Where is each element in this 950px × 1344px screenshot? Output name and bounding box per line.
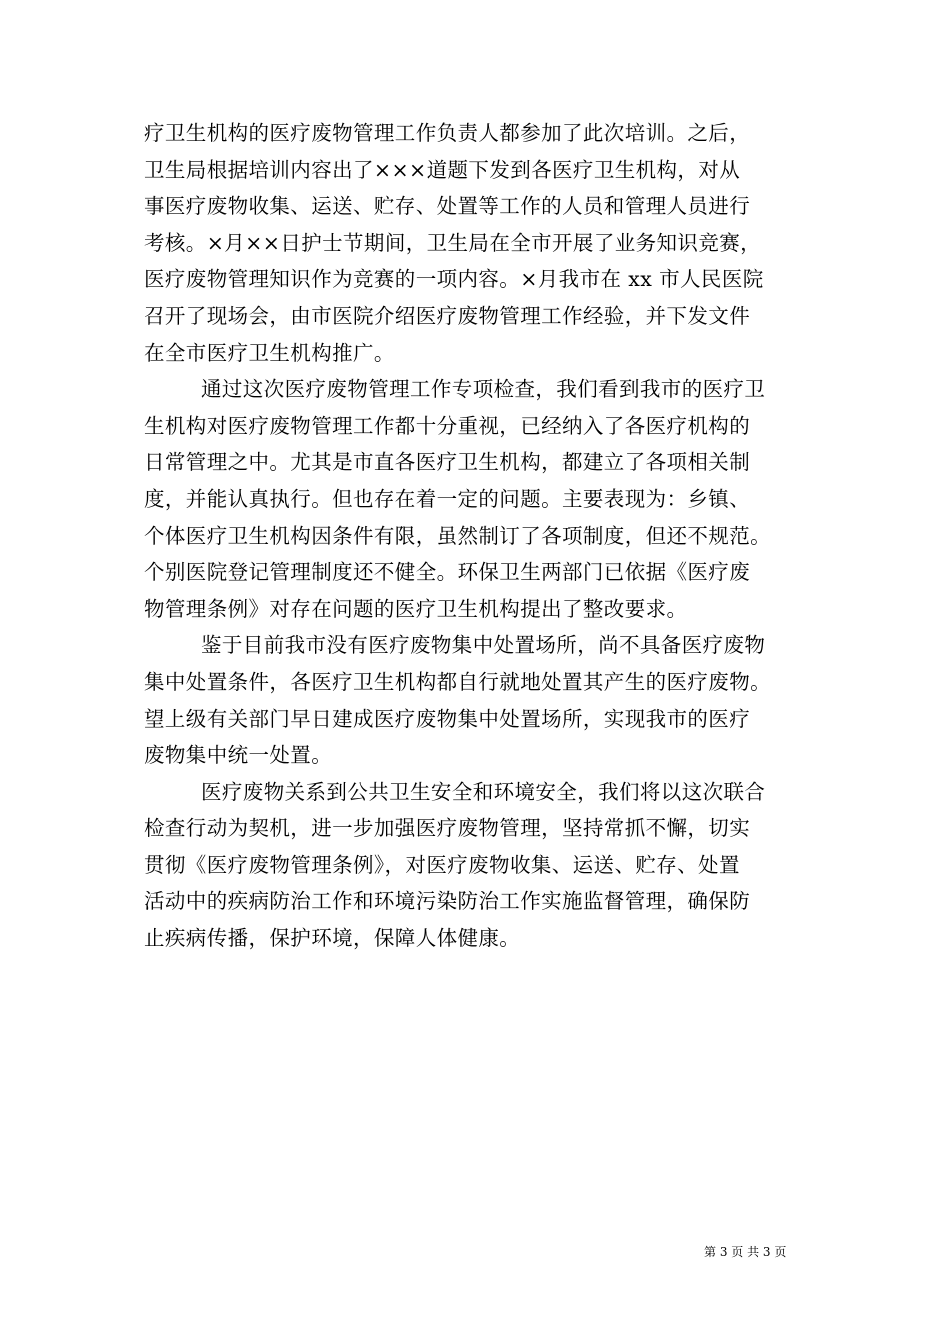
paragraph-first-line: 医疗废物关系到公共卫生安全和环境安全，我们将以这次联合 xyxy=(201,779,766,804)
page-number-footer: 第 3 页 共 3 页 xyxy=(704,1245,787,1259)
text-line: 活动中的疾病防治工作和环境污染防治工作实施监督管理，确保防 xyxy=(144,889,751,914)
text-line: 日常管理之中。尤其是市直各医疗卫生机构，都建立了各项相关制 xyxy=(144,450,751,475)
paragraph-first-line: 通过这次医疗废物管理工作专项检查，我们看到我市的医疗卫 xyxy=(201,377,766,402)
text-line: 医疗废物管理知识作为竞赛的一项内容。×月我市在 xx 市人民医院 xyxy=(144,267,764,292)
text-line: 度，并能认真执行。但也存在着一定的问题。主要表现为：乡镇、 xyxy=(144,486,751,511)
text-line: 在全市医疗卫生机构推广。 xyxy=(144,340,395,365)
text-line: 贯彻《医疗废物管理条例》，对医疗废物收集、运送、贮存、处置 xyxy=(144,852,740,877)
text-line: 检查行动为契机，进一步加强医疗废物管理，坚持常抓不懈，切实 xyxy=(144,816,751,841)
text-line: 止疾病传播，保护环境，保障人体健康。 xyxy=(144,926,521,951)
text-line: 卫生局根据培训内容出了×××道题下发到各医疗卫生机构，对从 xyxy=(144,157,741,182)
text-line: 物管理条例》对存在问题的医疗卫生机构提出了整改要求。 xyxy=(144,596,688,621)
text-line: 疗卫生机构的医疗废物管理工作负责人都参加了此次培训。之后， xyxy=(144,121,751,145)
paragraph-first-line: 鉴于目前我市没有医疗废物集中处置场所，尚不具备医疗废物 xyxy=(201,633,766,658)
text-line: 生机构对医疗废物管理工作都十分重视，已经纳入了各医疗机构的 xyxy=(144,413,751,438)
document-body xyxy=(144,115,844,957)
text-line: 个别医院登记管理制度还不健全。环保卫生两部门已依据《医疗废 xyxy=(144,560,751,585)
text-line: 集中处置条件，各医疗卫生机构都自行就地处置其产生的医疗废物。 xyxy=(144,669,771,694)
text-line: 考核。×月××日护士节期间，卫生局在全市开展了业务知识竞赛， xyxy=(144,230,762,255)
text-line: 个体医疗卫生机构因条件有限，虽然制订了各项制度，但还不规范。 xyxy=(144,523,771,548)
text-line: 废物集中统一处置。 xyxy=(144,743,333,768)
text-line: 召开了现场会，由市医院介绍医疗废物管理工作经验，并下发文件 xyxy=(144,303,751,328)
text-line: 望上级有关部门早日建成医疗废物集中处置场所，实现我市的医疗 xyxy=(144,706,751,731)
text-line: 事医疗废物收集、运送、贮存、处置等工作的人员和管理人员进行 xyxy=(144,194,751,219)
